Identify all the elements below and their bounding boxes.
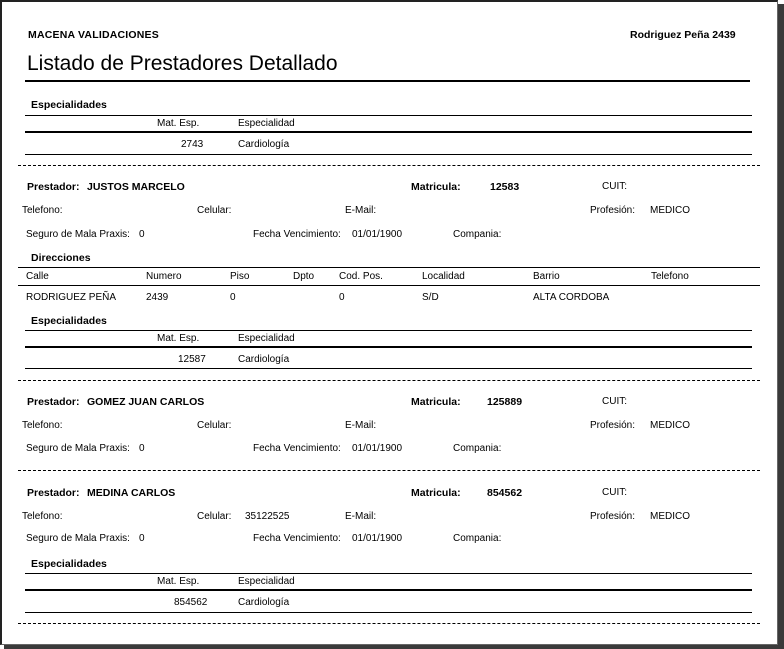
telefono-label: Telefono:: [22, 205, 63, 216]
celular-label: Celular:: [197, 511, 232, 522]
direcciones-heading: Direcciones: [31, 252, 91, 264]
dir-col-numero: Numero: [146, 271, 182, 282]
section-rule: [25, 368, 752, 369]
dir-col-dpto: Dpto: [293, 271, 315, 282]
telefono-label: Telefono:: [22, 511, 63, 522]
record-separator: [18, 165, 760, 166]
profesion-label: Profesión:: [590, 205, 636, 216]
dir-col-calle: Calle: [26, 271, 49, 282]
profesion-value: MEDICO: [650, 205, 690, 216]
email-label: E-Mail:: [345, 420, 377, 431]
report-title: Listado de Prestadores Detallado: [27, 52, 338, 75]
header-rule: [18, 285, 760, 286]
organization-address: Rodriguez Peña 2439: [630, 29, 736, 41]
especialidad-value: Cardiología: [238, 354, 290, 365]
mat-esp-header: Mat. Esp.: [157, 576, 200, 587]
header-rule: [25, 346, 752, 348]
seguro-value: 0: [139, 443, 145, 454]
compania-label: Compania:: [453, 443, 502, 454]
matricula-label: Matricula:: [411, 181, 461, 193]
seguro-label: Seguro de Mala Praxis:: [26, 443, 130, 454]
dir-col-barrio: Barrio: [533, 271, 560, 282]
dir-localidad: S/D: [422, 292, 439, 303]
mat-esp-value: 12587: [178, 354, 206, 365]
profesion-label: Profesión:: [590, 420, 636, 431]
dir-calle: RODRIGUEZ PEÑA: [26, 292, 117, 303]
organization-name: MACENA VALIDACIONES: [28, 29, 159, 41]
cuit-label: CUIT:: [602, 181, 627, 192]
fecha-venc-label: Fecha Vencimiento:: [253, 229, 341, 240]
fecha-venc-value: 01/01/1900: [352, 229, 403, 240]
especialidad-header: Especialidad: [238, 118, 295, 129]
record-separator: [18, 623, 760, 624]
section-rule: [25, 330, 752, 331]
compania-label: Compania:: [453, 229, 502, 240]
prestador-name: MEDINA CARLOS: [87, 487, 176, 499]
seguro-value: 0: [139, 533, 145, 544]
profesion-label: Profesión:: [590, 511, 636, 522]
matricula-value: 12583: [490, 181, 520, 193]
page-shadow-bottom: [4, 645, 784, 649]
especialidades-heading: Especialidades: [31, 315, 107, 327]
record-separator: [18, 470, 760, 471]
mat-esp-header: Mat. Esp.: [157, 333, 200, 344]
compania-label: Compania:: [453, 533, 502, 544]
prestador-name: JUSTOS MARCELO: [87, 181, 185, 193]
especialidades-heading: Especialidades: [31, 99, 107, 111]
prestador-label: Prestador:: [27, 181, 80, 193]
matricula-value: 854562: [487, 487, 523, 499]
especialidad-value: Cardiología: [238, 139, 290, 150]
email-label: E-Mail:: [345, 205, 377, 216]
page-shadow-right: [778, 4, 784, 649]
record-separator: [18, 380, 760, 381]
telefono-label: Telefono:: [22, 420, 63, 431]
mat-esp-value: 2743: [181, 139, 204, 150]
section-rule: [25, 573, 752, 574]
seguro-label: Seguro de Mala Praxis:: [26, 229, 130, 240]
header-rule: [25, 589, 752, 591]
matricula-label: Matricula:: [411, 396, 461, 408]
dir-piso: 0: [230, 292, 236, 303]
mat-esp-header: Mat. Esp.: [157, 118, 200, 129]
dir-col-piso: Piso: [230, 271, 250, 282]
cuit-label: CUIT:: [602, 396, 627, 407]
fecha-venc-label: Fecha Vencimiento:: [253, 533, 341, 544]
section-rule: [25, 154, 752, 155]
fecha-venc-label: Fecha Vencimiento:: [253, 443, 341, 454]
header-rule: [25, 131, 752, 133]
especialidad-value: Cardiología: [238, 597, 290, 608]
dir-barrio: ALTA CORDOBA: [533, 292, 610, 303]
celular-label: Celular:: [197, 420, 232, 431]
mat-esp-value: 854562: [174, 597, 208, 608]
dir-numero: 2439: [146, 292, 169, 303]
dir-col-telefono: Telefono: [651, 271, 689, 282]
cuit-label: CUIT:: [602, 487, 627, 498]
fecha-venc-value: 01/01/1900: [352, 443, 403, 454]
matricula-label: Matricula:: [411, 487, 461, 499]
dir-col-cod-pos: Cod. Pos.: [339, 271, 383, 282]
profesion-value: MEDICO: [650, 511, 690, 522]
especialidad-header: Especialidad: [238, 576, 295, 587]
fecha-venc-value: 01/01/1900: [352, 533, 403, 544]
prestador-name: GOMEZ JUAN CARLOS: [87, 396, 205, 408]
title-rule: [25, 80, 750, 82]
prestador-label: Prestador:: [27, 396, 80, 408]
especialidad-header: Especialidad: [238, 333, 295, 344]
dir-cod-pos: 0: [339, 292, 345, 303]
section-rule: [25, 115, 752, 116]
dir-col-localidad: Localidad: [422, 271, 465, 282]
section-rule: [25, 612, 752, 613]
celular-value: 35122525: [245, 511, 290, 522]
seguro-value: 0: [139, 229, 145, 240]
seguro-label: Seguro de Mala Praxis:: [26, 533, 130, 544]
prestador-label: Prestador:: [27, 487, 80, 499]
email-label: E-Mail:: [345, 511, 377, 522]
section-rule: [18, 267, 760, 268]
especialidades-heading: Especialidades: [31, 558, 107, 570]
profesion-value: MEDICO: [650, 420, 690, 431]
matricula-value: 125889: [487, 396, 523, 408]
celular-label: Celular:: [197, 205, 232, 216]
